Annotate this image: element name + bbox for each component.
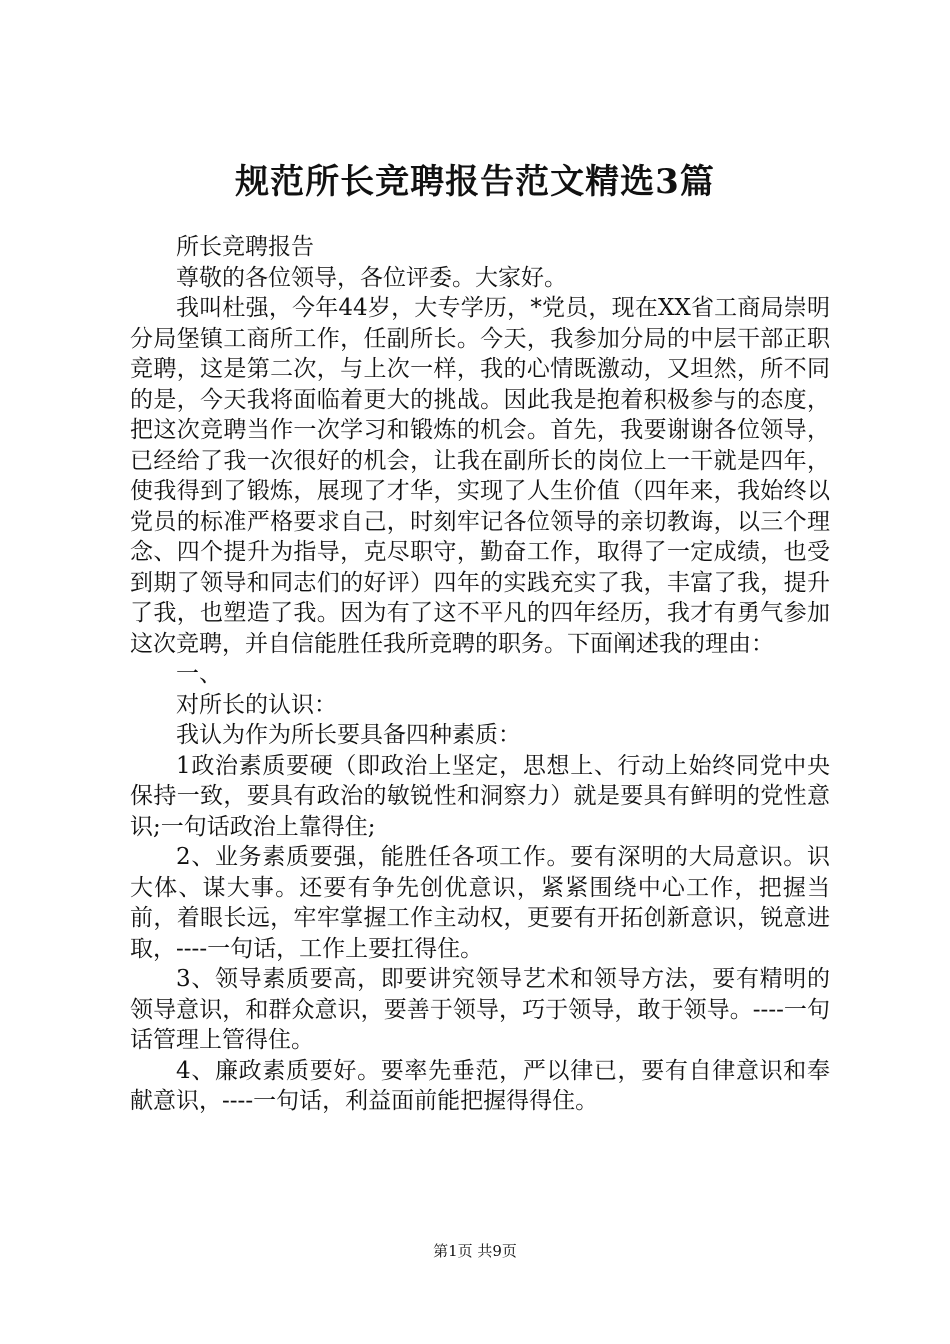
document-body bbox=[130, 232, 830, 1117]
paragraph-qualities-intro: 我认为作为所长要具备四种素质： bbox=[176, 722, 521, 748]
paragraph-section-title: 对所长的认识： bbox=[176, 691, 337, 718]
paragraph-introduction: 我叫杜强，今年44岁，大专学历，*党员，现在XX省工商局崇明分局堡镇工商所工作，任副所长。今天，我参加分局的中层干部正职竞聘，这是第二次，与上次一样，我的心情既激动，又坦然，所不同的是，今天我将面临着更大的挑战。因此我是抱着积极参与的态度，把这次竞聘当作一次学习和锻炼的机会。首先，我要谢谢各位领导，已经给了我一次很好的机会，让我在副所长的岗位上一干就是四年，使我得到了锻炼，展现了才华，实现了人生价值（四年来，我始终以党员的标准严格要求自己，时刻牢记各位领导的亲切教诲，以三个理念、四个提升为指导，克尽职守，勤奋工作，取得了一定成绩，也受到期了领导和同志们的好评）四年的实践充实了我，丰富了我，提升了我，也塑造了我。因为有了这不平凡的四年经历，我才有勇气参加这次竞聘，并自信能胜任我所竞聘的职务。下面阐述我的理由： bbox=[130, 295, 830, 657]
page-number: 第1页 共9页 bbox=[433, 1242, 517, 1260]
paragraph-greeting: 尊敬的各位领导，各位评委。大家好。 bbox=[176, 264, 567, 291]
paragraph-quality-1: 1政治素质要硬（即政治上坚定，思想上、行动上始终同党中央保持一致，要具有政治的敏锐性和洞察力）就是要具有鲜明的党性意识;一句话政治上靠得住; bbox=[130, 752, 830, 840]
paragraph-section-number: 一、 bbox=[176, 661, 222, 687]
document-title: 规范所长竞聘报告范文精选3篇 bbox=[235, 162, 715, 202]
paragraph-quality-3: 3、领导素质要高，即要讲究领导艺术和领导方法，要有精明的领导意识，和群众意识，要善于领导，巧于领导，敢于领导。----一句话管理上管得住。 bbox=[130, 966, 830, 1053]
paragraph-quality-2: 2、业务素质要强，能胜任各项工作。要有深明的大局意识。识大体、谋大事。还要有争先创优意识，紧紧围绕中心工作，把握当前，着眼长远，牢牢掌握工作主动权，更要有开拓创新意识，锐意进取，----一句话，工作上要扛得住。 bbox=[130, 844, 830, 962]
paragraph-quality-4: 4、廉政素质要好。要率先垂范，严以律已，要有自律意识和奉献意识，----一句话，利益面前能把握得得住。 bbox=[130, 1057, 830, 1114]
paragraph-heading: 所长竞聘报告 bbox=[176, 234, 314, 260]
